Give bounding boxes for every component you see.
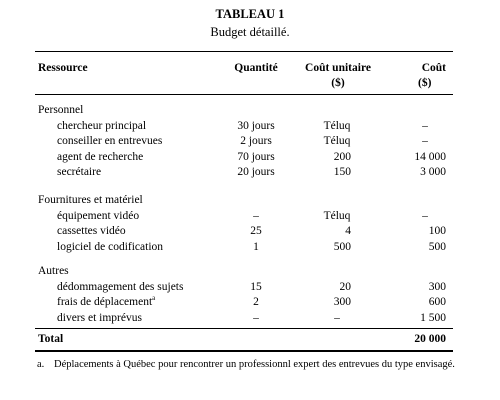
row-item-text: secrétaire	[57, 166, 102, 179]
row-cost: 600	[428, 296, 446, 309]
footnote-mark: a.	[37, 359, 45, 370]
total-rule	[35, 328, 453, 329]
row-item	[57, 294, 155, 310]
row-unit-cost: –	[334, 311, 340, 324]
table-row	[0, 310, 500, 326]
row-item-text: équipement vidéo	[57, 209, 140, 222]
header-quantity: Quantité	[234, 62, 278, 74]
total-cost: 20 000	[414, 333, 446, 345]
row-quantity: 2	[253, 296, 259, 309]
header-cost-unit: ($)	[418, 77, 432, 89]
row-item-text: conseiller en entrevues	[57, 135, 163, 148]
row-quantity: 25	[250, 225, 262, 238]
row-cost: 500	[428, 240, 446, 253]
row-quantity: –	[253, 209, 259, 222]
table-row	[0, 208, 500, 224]
row-item-text: agent de recherche	[57, 150, 144, 163]
footnote-text: Déplacements à Québec pour rencontrer un professionnl expert des entrevues du type envisagé.	[54, 359, 455, 370]
table-row	[0, 279, 500, 295]
row-item-text: divers et imprévus	[57, 311, 142, 324]
row-cost: –	[422, 119, 428, 132]
table-row	[0, 294, 500, 310]
row-cost: –	[422, 135, 428, 148]
top-rule	[35, 51, 453, 52]
row-unit-cost: Téluq	[323, 135, 351, 148]
row-cost: 3 000	[420, 166, 446, 179]
header-resource: Ressource	[38, 62, 88, 74]
table-row	[0, 118, 500, 134]
row-quantity: 15	[250, 280, 262, 293]
header-cost: Coût	[421, 62, 446, 74]
row-cost: 300	[428, 280, 446, 293]
row-item-text: logiciel de codification	[57, 240, 164, 253]
table-subtitle: Budget détaillé.	[210, 25, 290, 39]
row-unit-cost: 20	[339, 280, 351, 293]
table-row	[0, 149, 500, 165]
row-item	[57, 149, 143, 165]
table-row	[0, 239, 500, 255]
footnote-ref: a	[152, 294, 156, 303]
row-quantity: 1	[253, 240, 259, 253]
row-cost: –	[422, 209, 428, 222]
section-label: Autres	[38, 265, 69, 277]
table-title: TABLEAU 1	[215, 7, 285, 21]
total-label: Total	[38, 333, 64, 345]
row-unit-cost: 4	[345, 225, 351, 238]
header-unit-cost: Coût unitaire	[305, 62, 371, 74]
row-quantity: 30 jours	[237, 119, 275, 132]
section-header-row	[0, 192, 500, 208]
header-unit-cost-unit: ($)	[331, 77, 345, 89]
row-quantity: 2 jours	[240, 135, 272, 148]
row-item	[57, 279, 183, 295]
row-cost: 1 500	[420, 311, 446, 324]
row-item	[57, 310, 142, 326]
row-item-text: chercheur principal	[57, 119, 147, 132]
total-row	[0, 331, 500, 347]
row-item	[57, 164, 101, 180]
section-header-row	[0, 102, 500, 118]
row-unit-cost: 300	[333, 296, 351, 309]
table-row	[0, 164, 500, 180]
row-cost: 100	[428, 225, 446, 238]
row-unit-cost: 200	[333, 150, 351, 163]
row-item-text: dédommagement des sujets	[57, 280, 184, 293]
row-unit-cost: 150	[333, 166, 351, 179]
section-label: Fournitures et matériel	[38, 194, 143, 206]
footnote	[37, 358, 457, 372]
row-item	[57, 223, 126, 239]
bottom-rule	[35, 350, 453, 352]
row-item	[57, 118, 146, 134]
row-unit-cost: Téluq	[323, 119, 351, 132]
table-row	[0, 223, 500, 239]
row-item	[57, 208, 139, 224]
row-quantity: –	[253, 311, 259, 324]
row-cost: 14 000	[414, 150, 446, 163]
row-quantity: 70 jours	[237, 150, 275, 163]
row-unit-cost: Téluq	[323, 209, 351, 222]
row-item-text: cassettes vidéo	[57, 225, 126, 238]
table-row	[0, 133, 500, 149]
row-item-text: frais de déplacement	[57, 296, 153, 309]
row-item	[57, 239, 163, 255]
section-label: Personnel	[38, 104, 84, 116]
row-unit-cost: 500	[333, 240, 351, 253]
row-quantity: 20 jours	[237, 166, 275, 179]
header-rule	[35, 94, 453, 95]
row-item	[57, 133, 162, 149]
section-header-row	[0, 263, 500, 279]
